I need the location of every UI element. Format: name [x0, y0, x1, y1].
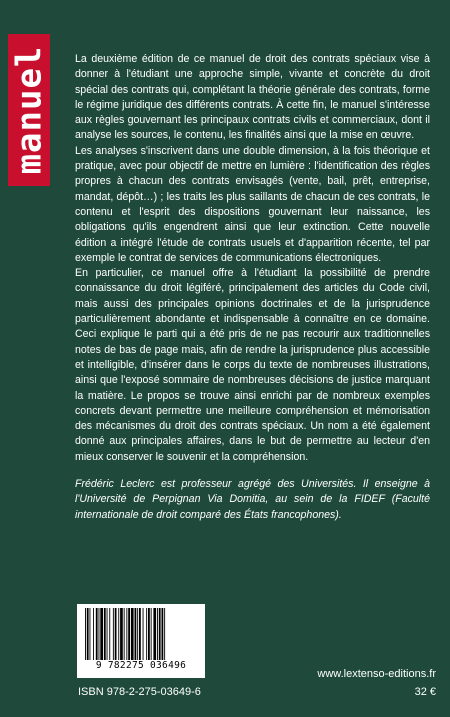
back-cover-text — [75, 52, 430, 523]
barcode-bar — [157, 608, 158, 660]
barcode-bar — [120, 608, 123, 660]
barcode-digits: 9 782275 036496 — [95, 660, 187, 671]
barcode-bar — [128, 608, 130, 660]
barcode-bar — [100, 608, 103, 660]
barcode-bar — [139, 608, 141, 660]
barcode-bar — [87, 608, 89, 660]
barcode — [77, 604, 205, 678]
barcode-bar — [99, 608, 100, 660]
paragraph-2: Les analyses s'inscrivent dans une double dimension, à la fois théorique et pratique, avec pour objectif de mettre en lumière : l'identification des règles propres à chacun des contrats envisagés (vente, bail, prêt, entreprise, mandat, dépôt…) ; les traits les plus saillants de chacun de ces contrats, le contenu et l'esprit des dispositions gouvernant leur naissance, les obligations qu'ils engendrent ainsi que leur extinction. Cette nouvelle édition a intégré l'étude de contrats usuels et d'apparition récente, tel par exemple le contrat de services de communications électroniques. — [75, 144, 430, 264]
series-label-text: manuel — [9, 45, 50, 175]
barcode-bar — [148, 608, 150, 660]
barcode-bar — [85, 608, 86, 660]
paragraph-3: En particulier, ce manuel offre à l'étudiant la possibilité de prendre connaissance du droit légiféré, principalement des articles du Code civil, mais aussi des principales opinions doctrinales et de la jurisprudence particulièrement abondante et indispensable à connaître en ce domaine. Ceci explique le parti qui a été pris de ne pas recourir aux traditionnelles notes de bas de page mais, afin de rendre la jurisprudence plus accessible et intelligible, d'insérer dans le corps du texte de nombreuses illustrations, ainsi que l'exposé sommaire de nombreuses décisions de justice marquant la matière. Le propos se trouve ainsi enrichi par de nombreux exemples concrets devant permettre une meilleure compréhension et mémorisation des mécanismes du droit des contrats spéciaux. Un nom a été également donné aux principales affaires, dans le but de permettre au lecteur d'en mieux conserver le souvenir et la compréhension. — [75, 267, 430, 463]
barcode-bar — [113, 608, 114, 660]
barcode-bar — [153, 608, 156, 660]
publisher-website: www.lextenso-editions.fr — [317, 668, 436, 680]
barcode-bar — [164, 608, 165, 660]
barcode-bar — [109, 608, 110, 660]
barcode-bar — [131, 608, 134, 660]
barcode-bar — [162, 608, 164, 660]
price: 32 € — [414, 686, 436, 698]
barcode-bar — [96, 608, 98, 660]
barcode-bar — [118, 608, 119, 660]
barcode-bar — [143, 608, 144, 660]
paragraph-1: La deuxième édition de ce manuel de droit des contrats spéciaux vise à donner à l'étudiant une approche simple, vivante et concrète du droit spécial des contrats qui, complétant la théorie générale des contrats, forme le régime juridique des différents contrats. À cette fin, le manuel s'intéresse aux règles gouvernant les principaux contrats civils et commerciaux, dont il analyse les sources, le contenu, les finalités ainsi que la mise en œuvre. — [75, 53, 430, 142]
barcode-bar — [90, 608, 91, 660]
barcode-bar — [137, 608, 138, 660]
barcode-bar — [159, 608, 161, 660]
barcode-bar — [107, 608, 108, 660]
barcode-bar — [93, 608, 94, 660]
barcode-bar — [146, 608, 147, 660]
author-note: Frédéric Leclerc est professeur agrégé des Universités. Il enseigne à l'Université de Perpignan Via Domitia, au sein de la FIDEF (Faculté internationale de droit comparé des États francophones). — [75, 478, 430, 521]
barcode-bar — [115, 608, 117, 660]
barcode-bar — [135, 608, 137, 660]
barcode-bar — [104, 608, 106, 660]
isbn: ISBN 978-2-275-03649-6 — [78, 686, 201, 698]
barcode-bars — [83, 608, 199, 660]
barcode-bar — [124, 608, 125, 660]
barcode-bar — [126, 608, 127, 660]
series-label — [8, 34, 50, 186]
barcode-bar — [151, 608, 152, 660]
